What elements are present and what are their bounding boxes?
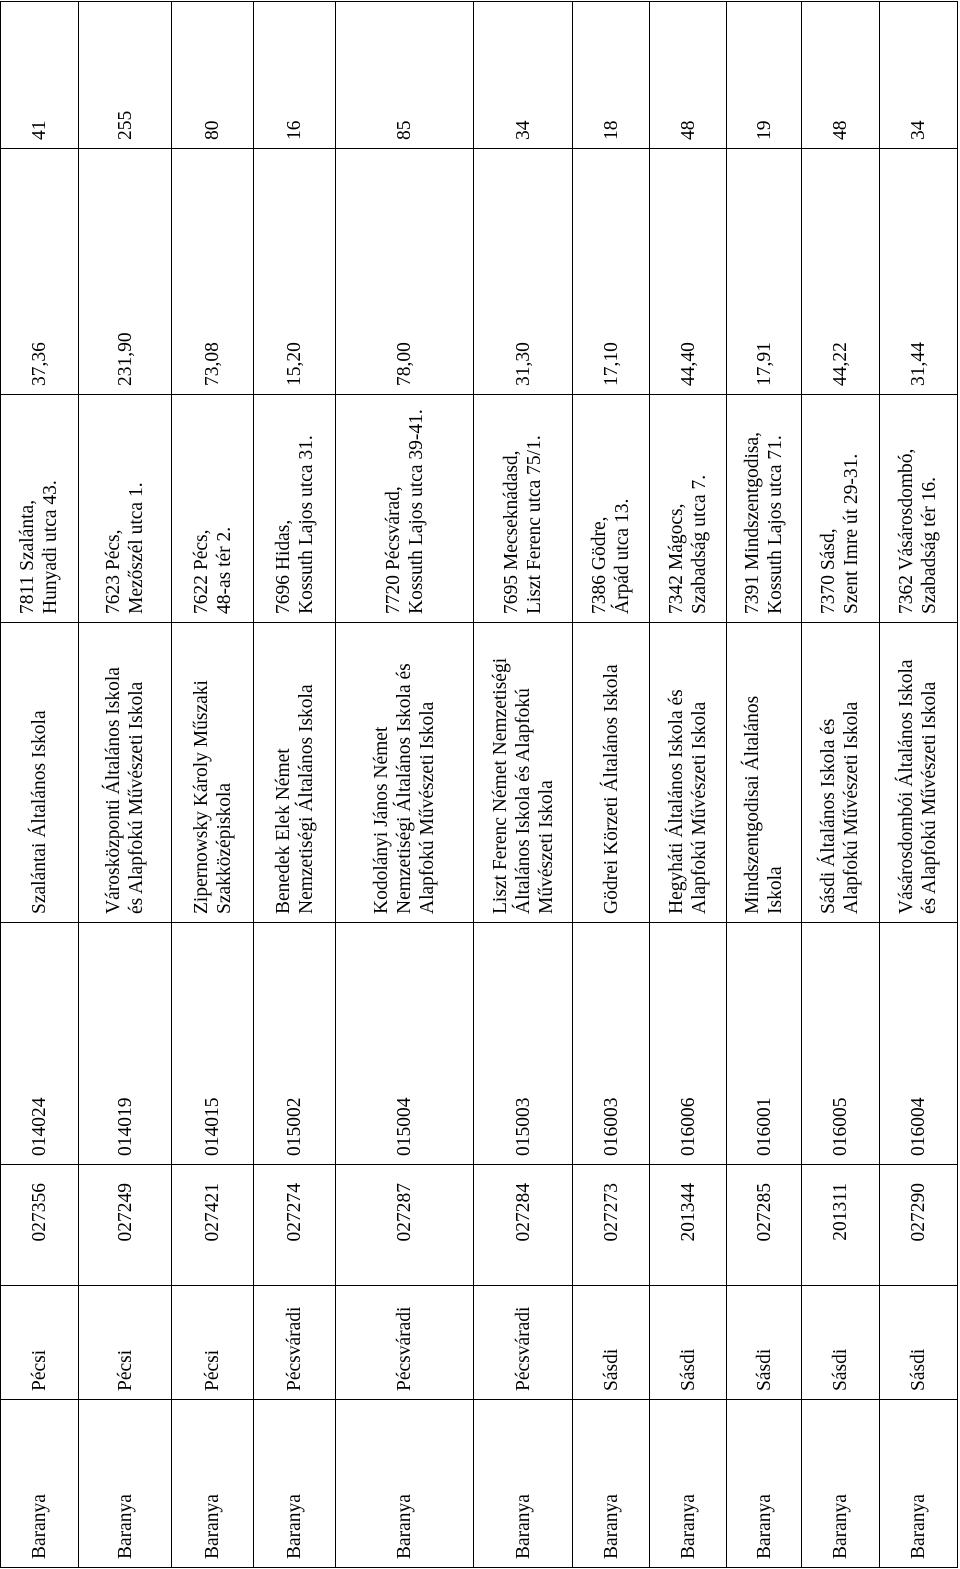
- county-cell: Baranya: [727, 1400, 802, 1568]
- table-row: [802, 2, 880, 1568]
- table-row: [336, 2, 473, 1568]
- school-name-cell: Vásárosdombói Általános Iskola és Alapfokú Művészeti Iskola: [879, 623, 957, 923]
- district-cell: Sásdi: [727, 1286, 802, 1400]
- address-cell: 7370 Sásd, Szent Imre út 29-31.: [802, 395, 880, 623]
- address-cell: 7696 Hidas, Kossuth Lajos utca 31.: [254, 395, 336, 623]
- address-cell: 7695 Mecseknádasd, Liszt Ferenc utca 75/1.: [473, 395, 572, 623]
- code1-cell: 027356: [1, 1165, 79, 1286]
- county-cell: Baranya: [78, 1400, 171, 1568]
- address-cell: 7622 Pécs, 48-as tér 2.: [172, 395, 254, 623]
- district-cell: Pécsváradi: [254, 1286, 336, 1400]
- school-name-cell: Városközponti Általános Iskola és Alapfokú Művészeti Iskola: [78, 623, 171, 923]
- count-cell: 48: [650, 2, 727, 149]
- code2-cell: 015003: [473, 923, 572, 1165]
- school-name-cell: Mindszentgodisai Általános Iskola: [727, 623, 802, 923]
- code2-cell: 016004: [879, 923, 957, 1165]
- count-cell: 18: [573, 2, 650, 149]
- address-cell: 7342 Mágocs, Szabadság utca 7.: [650, 395, 727, 623]
- code2-cell: 016006: [650, 923, 727, 1165]
- code1-cell: 027287: [336, 1165, 473, 1286]
- school-name-cell: Zipernowsky Károly Műszaki Szakközépiskola: [172, 623, 254, 923]
- code2-cell: 016005: [802, 923, 880, 1165]
- table-row: [879, 2, 957, 1568]
- code1-cell: 201344: [650, 1165, 727, 1286]
- table-row: [78, 2, 171, 1568]
- value-cell: 37,36: [1, 149, 79, 395]
- address-cell: 7720 Pécsvárad, Kossuth Lajos utca 39-41.: [336, 395, 473, 623]
- code2-cell: 015004: [336, 923, 473, 1165]
- address-cell: 7362 Vásárosdombó, Szabadság tér 16.: [879, 395, 957, 623]
- school-table: [0, 1, 958, 1568]
- value-cell: 15,20: [254, 149, 336, 395]
- code2-cell: 014015: [172, 923, 254, 1165]
- county-cell: Baranya: [254, 1400, 336, 1568]
- district-cell: Sásdi: [879, 1286, 957, 1400]
- district-cell: Pécsi: [172, 1286, 254, 1400]
- code1-cell: 027273: [573, 1165, 650, 1286]
- value-cell: 31,30: [473, 149, 572, 395]
- school-name-cell: Sásdi Általános Iskola és Alapfokú Művészeti Iskola: [802, 623, 880, 923]
- district-cell: Pécsváradi: [473, 1286, 572, 1400]
- count-cell: 85: [336, 2, 473, 149]
- count-cell: 255: [78, 2, 171, 149]
- value-cell: 17,91: [727, 149, 802, 395]
- county-cell: Baranya: [650, 1400, 727, 1568]
- code1-cell: 027290: [879, 1165, 957, 1286]
- table-body: [1, 2, 958, 1568]
- table-row: [1, 2, 79, 1568]
- code2-cell: 014019: [78, 923, 171, 1165]
- district-cell: Sásdi: [802, 1286, 880, 1400]
- code1-cell: 027421: [172, 1165, 254, 1286]
- county-cell: Baranya: [573, 1400, 650, 1568]
- count-cell: 34: [473, 2, 572, 149]
- address-cell: 7623 Pécs, Mezőszél utca 1.: [78, 395, 171, 623]
- code1-cell: 027274: [254, 1165, 336, 1286]
- count-cell: 16: [254, 2, 336, 149]
- table-wrapper: [0, 2, 958, 1568]
- table-row: [573, 2, 650, 1568]
- table-row: [254, 2, 336, 1568]
- count-cell: 34: [879, 2, 957, 149]
- county-cell: Baranya: [473, 1400, 572, 1568]
- school-name-cell: Hegyháti Általános Iskola és Alapfokú Művészeti Iskola: [650, 623, 727, 923]
- code1-cell: 027249: [78, 1165, 171, 1286]
- district-cell: Pécsváradi: [336, 1286, 473, 1400]
- count-cell: 19: [727, 2, 802, 149]
- count-cell: 48: [802, 2, 880, 149]
- school-name-cell: Gödrei Körzeti Általános Iskola: [573, 623, 650, 923]
- value-cell: 231,90: [78, 149, 171, 395]
- address-cell: 7391 Mindszentgodisa, Kossuth Lajos utca 71.: [727, 395, 802, 623]
- value-cell: 31,44: [879, 149, 957, 395]
- value-cell: 44,22: [802, 149, 880, 395]
- code1-cell: 201311: [802, 1165, 880, 1286]
- county-cell: Baranya: [879, 1400, 957, 1568]
- code1-cell: 027285: [727, 1165, 802, 1286]
- county-cell: Baranya: [336, 1400, 473, 1568]
- district-cell: Pécsi: [78, 1286, 171, 1400]
- value-cell: 78,00: [336, 149, 473, 395]
- table-row: [172, 2, 254, 1568]
- district-cell: Pécsi: [1, 1286, 79, 1400]
- count-cell: 41: [1, 2, 79, 149]
- table-row: [473, 2, 572, 1568]
- county-cell: Baranya: [172, 1400, 254, 1568]
- code2-cell: 015002: [254, 923, 336, 1165]
- table-row: [650, 2, 727, 1568]
- county-cell: Baranya: [1, 1400, 79, 1568]
- school-name-cell: Benedek Elek Német Nemzetiségi Általános Iskola: [254, 623, 336, 923]
- code2-cell: 014024: [1, 923, 79, 1165]
- code2-cell: 016003: [573, 923, 650, 1165]
- school-name-cell: Szalántai Általános Iskola: [1, 623, 79, 923]
- value-cell: 17,10: [573, 149, 650, 395]
- count-cell: 80: [172, 2, 254, 149]
- school-name-cell: Liszt Ferenc Német Nemzetiségi Általános Iskola és Alapfokú Művészeti Iskola: [473, 623, 572, 923]
- value-cell: 44,40: [650, 149, 727, 395]
- table-row: [727, 2, 802, 1568]
- code1-cell: 027284: [473, 1165, 572, 1286]
- value-cell: 73,08: [172, 149, 254, 395]
- district-cell: Sásdi: [650, 1286, 727, 1400]
- district-cell: Sásdi: [573, 1286, 650, 1400]
- address-cell: 7811 Szalánta, Hunyadi utca 43.: [1, 395, 79, 623]
- county-cell: Baranya: [802, 1400, 880, 1568]
- school-name-cell: Kodolányi János Német Nemzetiségi Általános Iskola és Alapfokú Művészeti Iskola: [336, 623, 473, 923]
- address-cell: 7386 Gödre, Árpád utca 13.: [573, 395, 650, 623]
- code2-cell: 016001: [727, 923, 802, 1165]
